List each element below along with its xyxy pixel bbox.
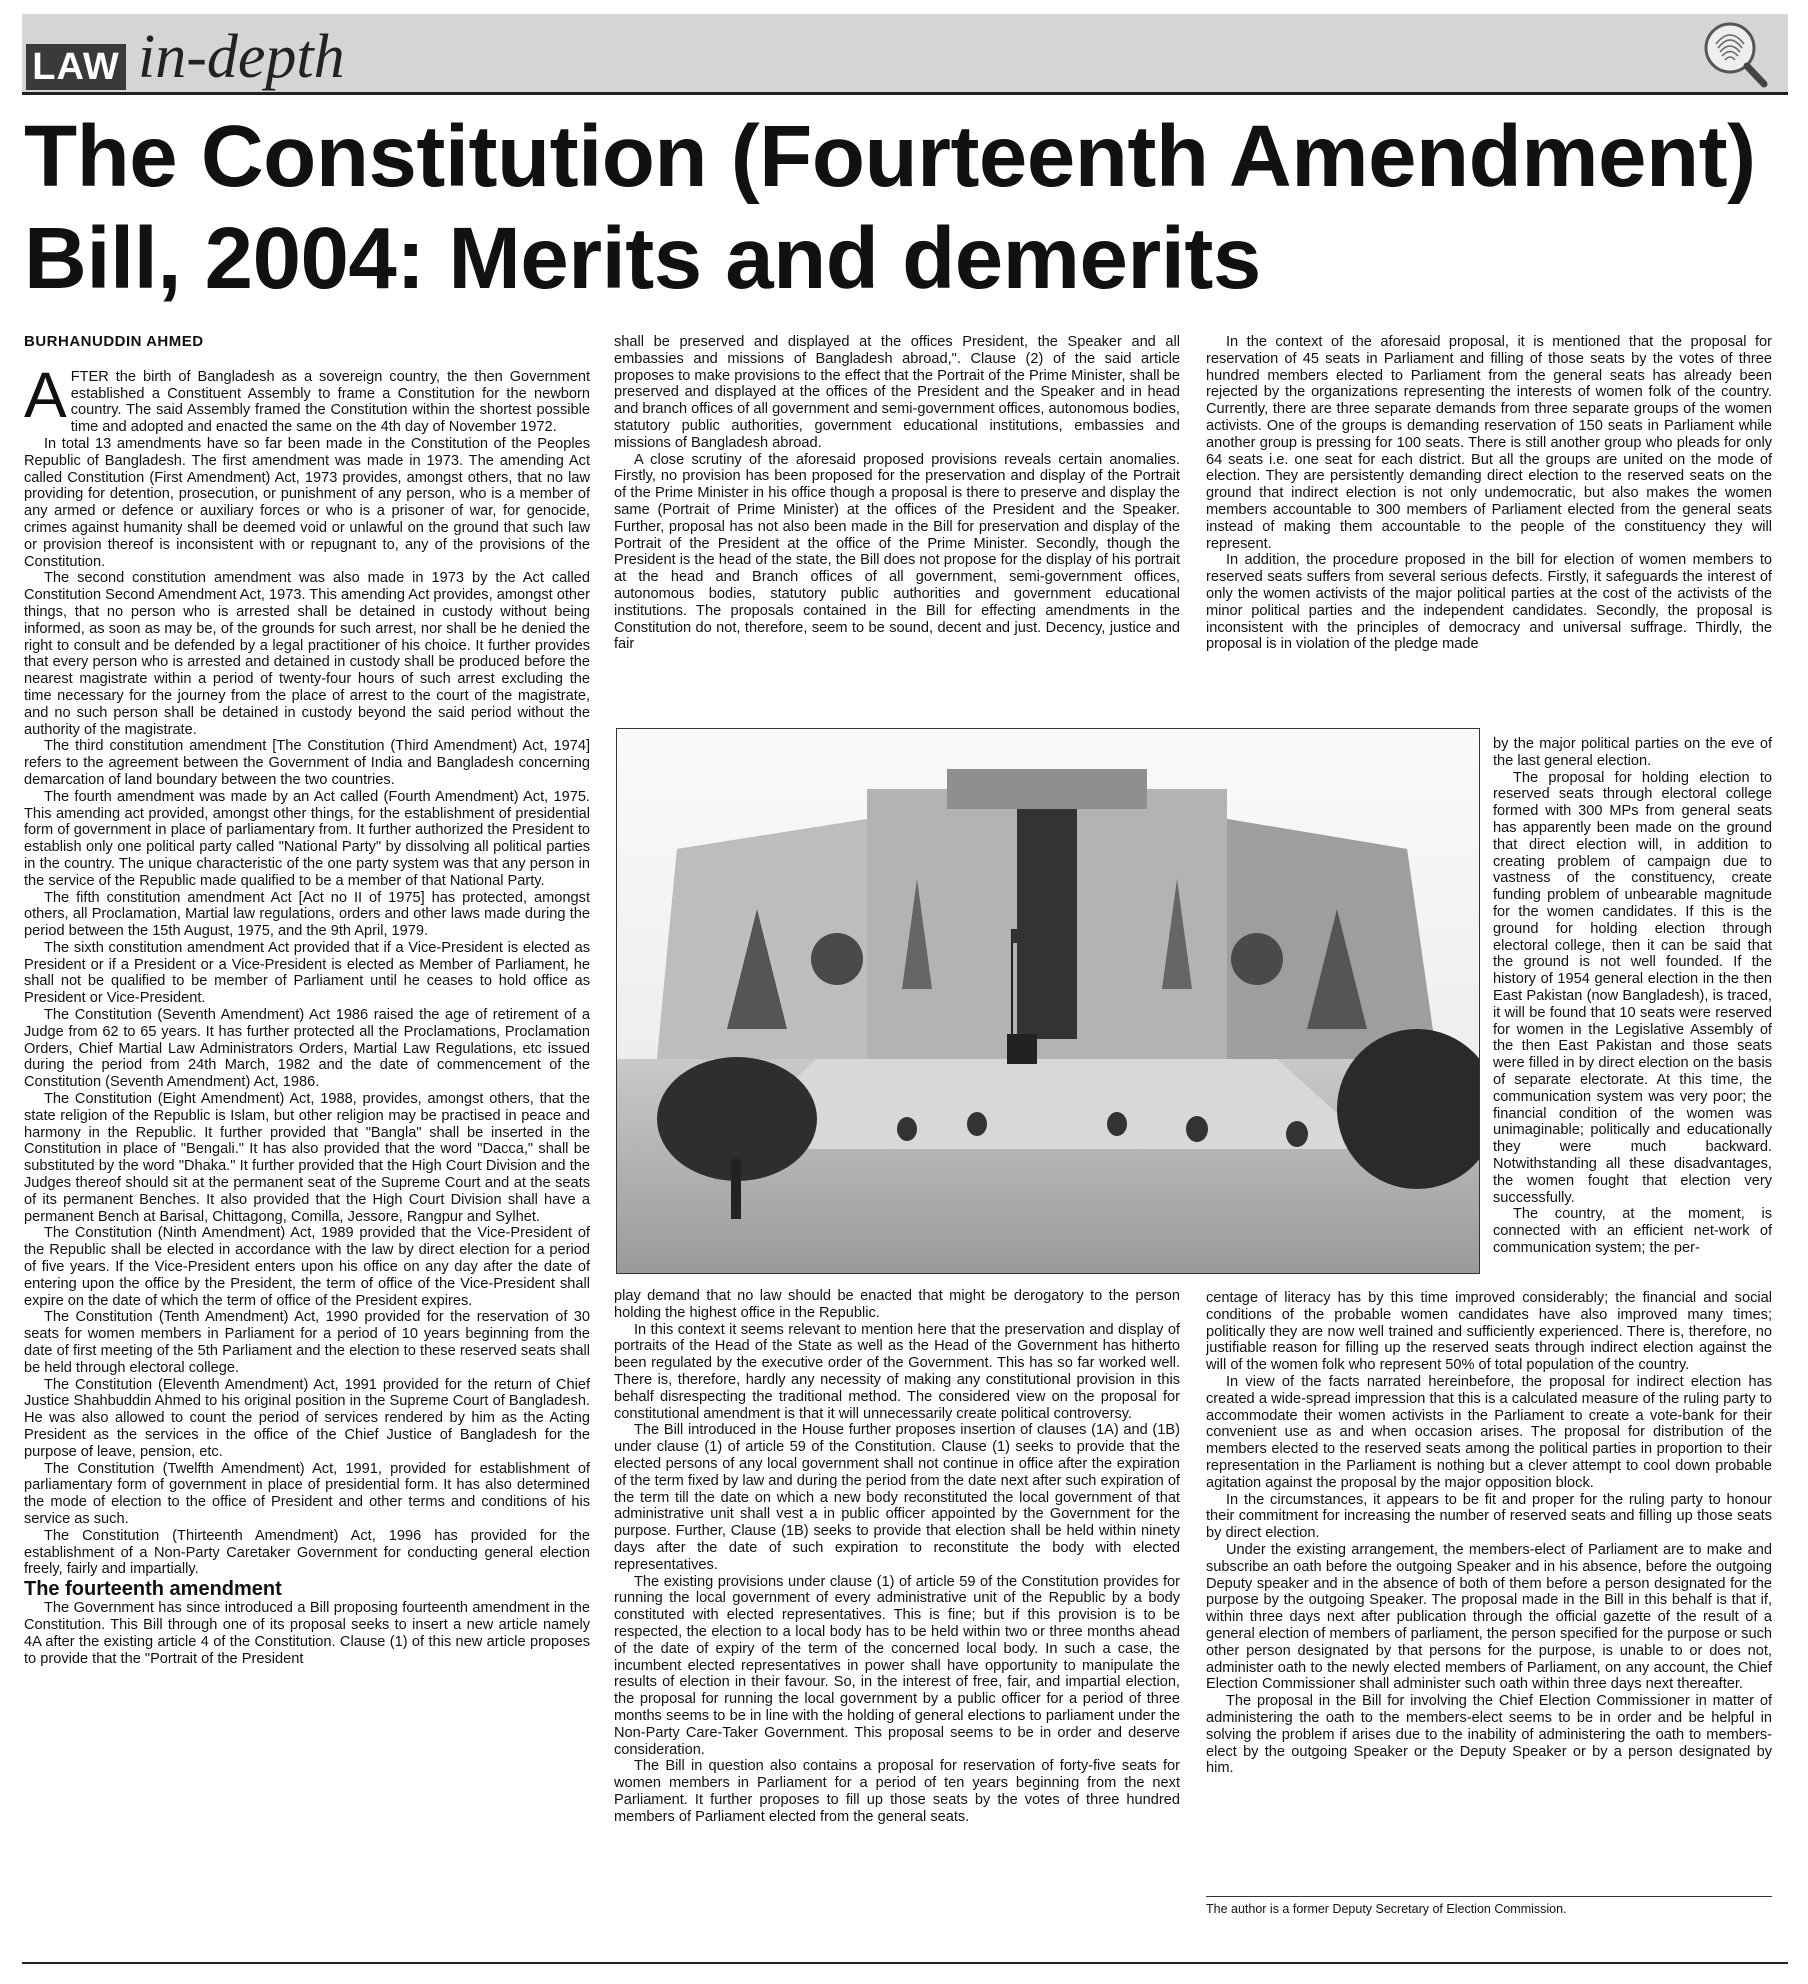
paragraph: In view of the facts narrated hereinbefore, the proposal for indirect election has created a wide-spread impression that this is a calculated measure of the ruling party to accommodate their women activists in the Parliament to create a vote-bank for their convenient use as and when occasion arises. The proposal for distribution of the members elected to the reserved seats among the political parties in proportion to their representation in the Parliament is nothing but a clever attempt to cool down probable agitation against the proposal by the major opposition block. bbox=[1206, 1373, 1772, 1491]
paragraph: In this context it seems relevant to mention here that the preservation and display of portraits of the Head of the State as well as the Head of the Government has hitherto been regulated by the executive order of the Government. This has so far worked well. There is, therefore, hardly any necessity of making any constitutional provision in this behalf disrespecting the traditional method. The considered view on the proposal for constitutional amendment is that it will unnecessarily create political controversy. bbox=[614, 1321, 1180, 1422]
paragraph: The Constitution (Eleventh Amendment) Act, 1991 provided for the return of Chief Justice Shahbuddin Ahmed to his original position in the Supreme Court of Bangladesh. He was also allowed to count the period of services rendered by him as the Acting President as the services in the office of the Chief Justice of Bangladesh for the purpose of leave, pension, etc. bbox=[24, 1376, 590, 1460]
parliament-building-photo bbox=[616, 728, 1480, 1274]
paragraph-text: FTER the birth of Bangladesh as a sovereign country, the then Government established a Constituent Assembly to frame a Constitution for the newborn country. The said Assembly framed the Constitution within the shortest possible time and adopted and enacted the same on the 4th day of November 1972. bbox=[70, 368, 590, 436]
paragraph: The Bill introduced in the House further proposes insertion of clauses (1A) and (1B) under clause (1) of article 59 of the Constitution. Clause (1) seeks to provide that the elected persons of any local government shall not continue in office after the expiration of the term fixed by law and during the period from the date next after such expiration of the term till the date on which a new body reconstituted the local government of that administrative unit shall vest a in public officer appointed by the Government for the purpose. Further, Clause (1B) seeks to provide that election shall be held within ninety days after the date of such expiration to reconstitute the body with elected representatives. bbox=[614, 1422, 1180, 1573]
paragraph: The sixth constitution amendment Act provided that if a Vice-President is elected as President or if a President or a Vice-President is elected as Member of Parliament, he shall not be qualified to be member of Parliament until he ceases to hold office as President or Vice-President. bbox=[24, 939, 590, 1007]
paragraph: The proposal in the Bill for involving the Chief Election Commissioner in matter of administering the oath to the members-elect seems to be in order and be helpful in solving the problem if arises due to the inability of administering the oath to members-elect by the outgoing Speaker or the Deputy Speaker or by a person designated by him. bbox=[1206, 1693, 1772, 1777]
headline-line-2: Bill, 2004: Merits and demerits bbox=[24, 210, 1261, 307]
paragraph: The Constitution (Twelfth Amendment) Act, 1991, provided for establishment of parliamentary form of government in place of presidential form. It has also determined the mode of election to the office of President and other terms and conditions of his service as such. bbox=[24, 1460, 590, 1527]
paragraph: by the major political parties on the eve of the last general election. bbox=[1493, 736, 1772, 769]
paragraph: The existing provisions under clause (1) of article 59 of the Constitution provides for running the local government of every administrative unit of the Republic by a body constituted with elected representatives. This is fine; but if this provision is to be respected, the election to a local body has to be held within two or three months ahead of the date of expiry of the term of the concerned local body. In such a case, the incumbent elected representatives in power shall have opportunity to manipulate the results of election in their favour. So, in the interest of free, fair, and impartial election, the proposal for running the local government by a public officer for a period of three months seems to be in line with the holding of general elections to parliament under the Non-Party Care-Taker Government. This proposal seems to be in order and deserve consideration. bbox=[614, 1573, 1180, 1758]
paragraph: The Government has since introduced a Bill proposing fourteenth amendment in the Constitution. This Bill through one of its proposal seeks to insert a new article namely 4A after the existing article 4 of the Constitution. Clause (1) of this new article proposes to provide that the "Portrait of the President bbox=[24, 1600, 590, 1667]
author-note: The author is a former Deputy Secretary of Election Commission. bbox=[1206, 1902, 1567, 1916]
subheading: The fourteenth amendment bbox=[24, 1578, 282, 1601]
fingerprint-magnifier-icon bbox=[1692, 16, 1772, 90]
bottom-divider bbox=[22, 1962, 1788, 1964]
paragraph: The Constitution (Tenth Amendment) Act, 1990 provided for the reservation of 30 seats for women members in Parliament for a period of 10 years beginning from the date of first meeting of the 5th Parliament and the election to these reserved seats shall be held through electoral college. bbox=[24, 1309, 590, 1376]
byline: BURHANUDDIN AHMED bbox=[24, 334, 204, 350]
column-3-top bbox=[1206, 334, 1772, 736]
paragraph: play demand that no law should be enacted that might be derogatory to the person holding the highest office in the Republic. bbox=[614, 1288, 1180, 1321]
paragraph bbox=[24, 358, 590, 436]
headline-line-1: The Constitution (Fourteenth Amendment) bbox=[24, 108, 1756, 205]
column-2-top bbox=[614, 334, 1180, 724]
paragraph: The second constitution amendment was also made in 1973 by the Act called Constitution Second Amendment Act, 1973. This amending Act provides, amongst other things, that no person who is arrested shall be detained in custody without being informed, as soon as may be, of the grounds for such arrest, nor shall be he denied the right to consult and be defended by a legal practitioner of his choice. It further provides that every person who is arrested and detained in custody shall be produced before the nearest magistrate within a period of twenty-four hours of such arrest excluding the time necessary for the journey from the place of arrest to the court of the magistrate, and no such person shall be detained in custody beyond the said period without the authority of the magistrate. bbox=[24, 570, 590, 738]
paragraph: The country, at the moment, is connected with an efficient net-work of communication system; the per- bbox=[1493, 1206, 1772, 1256]
section-subtitle: in-depth bbox=[138, 23, 345, 91]
article-headline bbox=[24, 106, 1794, 310]
paragraph: Under the existing arrangement, the members-elect of Parliament are to make and subscribe an oath before the outgoing Speaker and in his absence, before the outgoing Deputy speaker and in the absence of both of them before a person designated for the purpose by the outgoing Speaker. The proposal made in the Bill in this behalf is that if, within three days next after publication through the official gazette of the result of a general election of members of parliament, the person specified for the purpose or such other person designated by that persons for the purpose, is unable to or does not, administer oath to the newly elected members of Parliament, on any account, the Chief Election Commissioner shall administer such oath within three days next thereafter. bbox=[1206, 1541, 1772, 1693]
column-2-bottom bbox=[614, 1288, 1180, 1960]
section-label: LAW bbox=[26, 44, 126, 90]
paragraph: In total 13 amendments have so far been made in the Constitution of the Peoples Republic of Bangladesh. The first amendment was made in 1973. The amending Act called Constitution (First Amendment) Act, 1973 provides, amongst others, that no law providing for detention, prosecution, or punishment of any person, who is a member of any armed or defence or auxiliary forces or who is a prisoner of war, for genocide, crimes against humanity shall be deemed void or unlawful on the ground that such law or provision thereof is inconsistent with or repugnant to, any of the provisions of the Constitution. bbox=[24, 435, 590, 570]
drop-cap: A bbox=[24, 358, 67, 431]
paragraph: The fourth amendment was made by an Act called (Fourth Amendment) Act, 1975. This amending act provided, amongst other things, for the establishment of presidential form of government in place of parliamentary from. It further authorized the President to establish only one political party called "National Party" by dissolving all political parties in the country. The unique characteristic of the one party system was that any person in the service of the Republic made qualified to be a member of that National Party. bbox=[24, 788, 590, 889]
paragraph: The Bill in question also contains a proposal for reservation of forty-five seats for women members in Parliament for a period of ten years beginning from the next Parliament. It further proposes to fill up those seats by the votes of three hundred members of Parliament elected from the general seats. bbox=[614, 1758, 1180, 1825]
column-3-bottom bbox=[1206, 1290, 1772, 1894]
paragraph: The Constitution (Seventh Amendment) Act 1986 raised the age of retirement of a Judge from 62 to 65 years. It has further protected all the Proclamations, Proclamation Orders, Chief Martial Law Administrators Orders, Martial Law Regulations, etc issued during the period from 24th March, 1982 and the date of commencement of the Constitution (Seventh Amendment) Act, 1986. bbox=[24, 1007, 590, 1091]
paragraph: The Constitution (Ninth Amendment) Act, 1989 provided that the Vice-President of the Republic shall be elected in accordance with the law by direct election for a period of five years. If the Vice-President enters upon his office on any day after the date of entering upon the office by the President, the term of office of the Vice-President shall expire on the date of which the term of office of the President expires. bbox=[24, 1225, 590, 1309]
paragraph: A close scrutiny of the aforesaid proposed provisions reveals certain anomalies. Firstly, no provision has been proposed for the preservation and display of the Portrait of the Prime Minister in his office though a proposal is there to preserve and display the same (Portrait of Prime Minister) at the offices of the President and the Speaker. Further, proposal has not also been made in the Bill for preservation and display of the Portrait of the President at the office of the Prime Minister. Secondly, though the President is the head of the state, the Bill does not propose for the display of his portrait at the head and Branch offices of all government, semi-government offices, autonomous bodies, statutory public authorities and government educational institutions. The proposals contained in the Bill for effecting amendments in the Constitution do not, therefore, seem to be sound, decent and just. Decency, justice and fair bbox=[614, 451, 1180, 653]
paragraph: The Constitution (Thirteenth Amendment) Act, 1996 has provided for the establishment of a Non-Party Caretaker Government for conducting general election freely, fairly and impartially. bbox=[24, 1527, 590, 1578]
section-banner bbox=[22, 14, 1788, 95]
paragraph: The proposal for holding election to reserved seats through electoral college formed with 300 MPs from general seats has apparently been made on the ground that direct election will, in addition to creating problem of campaign due to vastness of the constituency, create funding problem of unbearable magnitude for the women candidates. If this is the ground for holding election through electoral college, then it can be said that the ground is not well founded. If the history of 1954 general election in the then East Pakistan (now Bangladesh), is traced, it will be found that 10 seats were reserved for women in the Legislative Assembly of the then East Pakistan and those seats were filled in by direct election on the basis of separate electorate. At this time, the communication system was very poor; the financial condition of the women was unimaginable; politically and educationally they were much backward. Notwithstanding all these disadvantages, the women fought that election very successfully. bbox=[1493, 769, 1772, 1206]
paragraph: In addition, the procedure proposed in the bill for election of women members to reserved seats suffers from several serious defects. Firstly, it safeguards the interest of only the women activists of the major political parties at the cost of the activists of the minor political parties and the independent candidates. Secondly, the proposal is inconsistent with the principles of democracy and universal suffrage. Thirdly, the proposal is in violation of the pledge made bbox=[1206, 552, 1772, 653]
paragraph: The fifth constitution amendment Act [Act no II of 1975] has protected, amongst others, all Proclamation, Martial law regulations, orders and other laws made during the period between the 15th August, 1975, and the 9th April, 1979. bbox=[24, 889, 590, 940]
paragraph: The third constitution amendment [The Constitution (Third Amendment) Act, 1974] refers to the agreement between the Government of India and Bangladesh concerning demarcation of land boundary between the two countries. bbox=[24, 738, 590, 788]
note-divider bbox=[1206, 1896, 1772, 1897]
paragraph: In the circumstances, it appears to be fit and proper for the ruling party to honour their commitment for increasing the number of reserved seats and filling up those seats by direct election. bbox=[1206, 1491, 1772, 1542]
column-1 bbox=[24, 334, 590, 1958]
paragraph: shall be preserved and displayed at the offices President, the Speaker and all embassies and missions of Bangladesh abroad,". Clause (2) of the said article proposes to make provisions to the effect that the Portrait of the Prime Minister, shall be preserved and displayed at the offices of the President and the Speaker and in head and branch offices of all government and semi-government offices, autonomous bodies, statutory public authorities, government educational institutions, embassies and missions of Bangladesh abroad. bbox=[614, 334, 1180, 451]
column-3-narrow bbox=[1493, 736, 1772, 1290]
paragraph: In the context of the aforesaid proposal, it is mentioned that the proposal for reservation of 45 seats in Parliament and filling of those seats by the votes of three hundred members elected to Parliament from the general seats has already been rejected by the organizations representing the interests of women folk of the country. Currently, there are three separate demands from three separate groups of the women activists. One of the groups is demanding reservation of 150 seats in Parliament while another group is pressing for 100 seats. There is still another group who pleads for only 64 seats i.e. one seat for each district. But all the groups are united on the mode of election. They are persistently demanding direct election to the reserved seats on the ground that indirect election is not only undemocratic, but also makes the women members accountable to 300 members of Parliament elected from the general seats instead of making them accountable to the people of the constituency they will represent. bbox=[1206, 334, 1772, 552]
paragraph: The Constitution (Eight Amendment) Act, 1988, provides, amongst others, that the state religion of the Republic is Islam, but other religion may be practised in peace and harmony in the Republic. It further provided that "Bangla" shall be inserted in the Constitution in place of "Bengali." It has also provided that the word "Dacca," shall be substituted by the word "Dhaka." It further provided that the High Court Division and the Judges thereof should sit at the permanent seat of the Supreme Court and at the seats of its permanent Benches. It also provided that the High Court Division shall have a permanent Bench at Barisal, Chittagong, Comilla, Jessore, Rangpur and Sylhet. bbox=[24, 1091, 590, 1225]
paragraph: centage of literacy has by this time improved considerably; the financial and social conditions of the probable women candidates have also improved many times; politically they are now well trained and sufficiently experienced. There is, therefore, no justifiable reason for filling up the reserved seats through indirect election against the will of the women folk who represent 50% of total population of the country. bbox=[1206, 1290, 1772, 1374]
